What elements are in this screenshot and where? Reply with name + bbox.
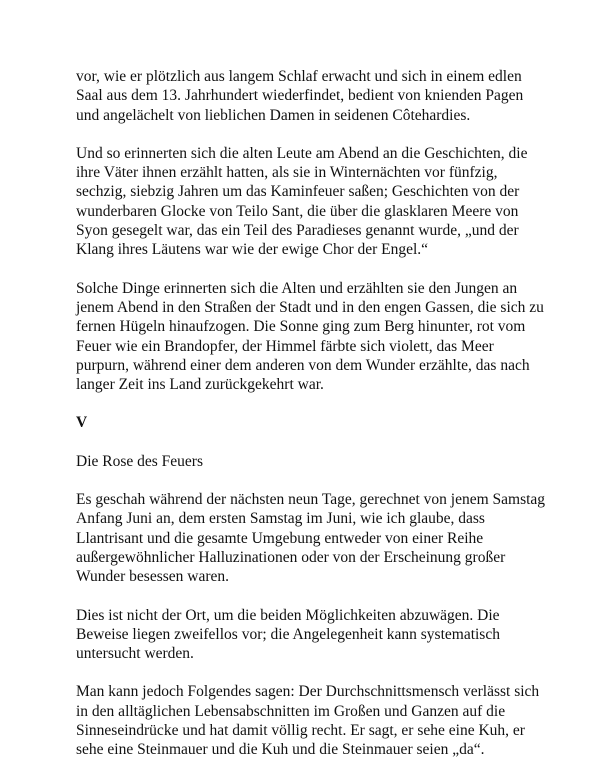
text-line: Feuer wie ein Brandopfer, der Himmel färbte sich violett, das Meer: [76, 337, 494, 355]
text-line: fernen Hügeln hinaufzogen. Die Sonne ging zum Berg hinunter, rot vom: [76, 318, 526, 336]
text-line: langer Zeit ins Land zurückgekehrt war.: [76, 376, 324, 394]
text-line: Es geschah während der nächsten neun Tage, gerechnet von jenem Samstag: [76, 491, 546, 509]
section-title: Die Rose des Feuers: [76, 452, 203, 470]
paragraph-1: [76, 67, 546, 125]
paragraph-6: [76, 682, 546, 759]
text-line: Dies ist nicht der Ort, um die beiden Möglichkeiten abzuwägen. Die: [76, 606, 500, 624]
document-page: [76, 67, 546, 779]
text-line: ihre Väter ihnen erzählt hatten, als sie in Winternächten vor fünfzig,: [76, 164, 498, 182]
text-line: Man kann jedoch Folgendes sagen: Der Durchschnittsmensch verlässt sich: [76, 683, 540, 701]
text-line: untersucht werden.: [76, 645, 194, 663]
paragraph-2: [76, 144, 546, 260]
paragraph-4: [76, 490, 546, 586]
text-line: Und so erinnerten sich die alten Leute am Abend an die Geschichten, die: [76, 144, 528, 162]
text-line: sechzig, siebzig Jahren um das Kaminfeuer saßen; Geschichten von der: [76, 183, 520, 201]
text-line: Wunder besessen waren.: [76, 568, 230, 586]
text-line: jenem Abend in den Straßen der Stadt und in den engen Gassen, die sich zu: [76, 298, 544, 316]
text-line: Beweise liegen zweifellos vor; die Angelegenheit kann systematisch: [76, 625, 500, 643]
paragraph-5: [76, 606, 546, 664]
section-number: V: [76, 414, 88, 432]
text-line: Solche Dinge erinnerten sich die Alten und erzählten sie den Jungen an: [76, 279, 518, 297]
text-line: außergewöhnlicher Halluzinationen oder von der Erscheinung großer: [76, 548, 506, 566]
text-line: sehe eine Steinmauer und die Kuh und die Steinmauer seien „da“.: [76, 741, 485, 759]
paragraph-3: [76, 279, 546, 395]
text-line: vor, wie er plötzlich aus langem Schlaf erwacht und sich in einem edlen: [76, 68, 522, 85]
text-line: Llantrisant und die gesamte Umgebung entweder von einer Reihe: [76, 529, 484, 547]
text-line: Saal aus dem 13. Jahrhundert wiederfindet, bedient von knienden Pagen: [76, 87, 524, 105]
text-line: und angelächelt von lieblichen Damen in seidenen Côtehardies.: [76, 106, 471, 124]
text-line: wunderbaren Glocke von Teilo Sant, die über die glasklaren Meere von: [76, 202, 519, 220]
text-line: Syon gesegelt war, das ein Teil des Paradieses genannt wurde, „und der: [76, 222, 519, 240]
text-line: Anfang Juni an, dem ersten Samstag im Juni, wie ich glaube, dass: [76, 510, 485, 528]
text-line: Sinneseindrücke und hat damit völlig recht. Er sagt, er sehe eine Kuh, er: [76, 722, 525, 740]
text-line: Klang ihres Läutens war wie der ewige Chor der Engel.“: [76, 241, 429, 259]
text-line: purpurn, während einer dem anderen von dem Wunder erzählte, das nach: [76, 356, 530, 374]
text-line: in den alltäglichen Lebensabschnitten im Großen und Ganzen auf die: [76, 702, 506, 720]
